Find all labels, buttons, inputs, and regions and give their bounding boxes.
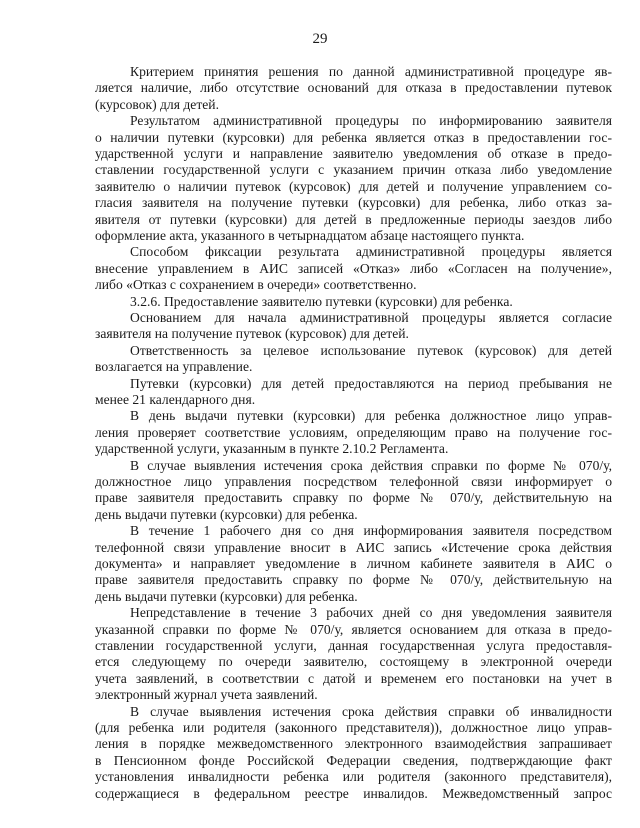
text-line: Путевки (курсовки) для детей предоставляются на период пребывания не bbox=[130, 375, 612, 391]
text-line: В случае выявления истечения срока действия справки по форме № 070/у, bbox=[130, 457, 612, 473]
text-line: день выдачи путевки (курсовки) для ребенка. bbox=[95, 588, 358, 604]
text-line: В день выдачи путевки (курсовки) для ребенка должностное лицо управ- bbox=[130, 408, 612, 424]
section-heading: 3.2.6. Предоставление заявителю путевки (курсовки) для ребенка. bbox=[130, 293, 513, 309]
text-line: явителя от путевки (курсовки) для детей в предложенные периоды заездов либо bbox=[95, 211, 612, 227]
page-number: 29 bbox=[312, 31, 328, 47]
text-line: в Пенсионном фонде Российской Федерации сведения, подтверждающие факт bbox=[95, 752, 612, 768]
text-line: о наличии путевки (курсовки) для ребенка является отказ в предоставлении гос- bbox=[95, 129, 612, 145]
text-line: заявителю о наличии путевок (курсовок) для детей и получение управлением со- bbox=[95, 178, 612, 194]
text-line: (для ребенка или родителя (законного представителя)), должностное лицо управ- bbox=[95, 720, 612, 735]
text-line: должностное лицо управления посредством телефонной связи информирует о bbox=[95, 474, 612, 489]
text-line: праве заявителя предоставить справку по форме № 070/у, действительную на bbox=[95, 490, 612, 506]
text-line: Основанием для начала административной процедуры является согласие bbox=[130, 310, 612, 325]
text-line: содержащиеся в федеральном реестре инвалидов. Межведомственный запрос bbox=[95, 785, 612, 801]
text-line: ления проверяет соответствие условиям, определяющим право на получение гос- bbox=[95, 424, 612, 440]
text-line: ставлении государственной услуги, данная государственная услуга предоставля- bbox=[95, 638, 612, 653]
text-line: Способом фиксации результата административной процедуры является bbox=[130, 244, 612, 260]
text-line: гласия заявителя на получение путевки (курсовки) для ребенка, либо отказ за- bbox=[95, 195, 612, 211]
text-line: Критерием принятия решения по данной административной процедуре яв- bbox=[130, 64, 612, 79]
text-line: ляется наличие, либо отсутствие оснований для отказа в предоставлении путевок bbox=[95, 80, 612, 96]
text-line: внесение управлением в АИС записей «Отказ» либо «Согласен на получение», bbox=[95, 260, 612, 276]
text-line: В течение 1 рабочего дня со дня информирования заявителя посредством bbox=[130, 523, 612, 539]
text-line: оформление акта, указанного в четырнадцатом абзаце настоящего пункта. bbox=[95, 228, 525, 243]
text-line: документа» и направляет уведомление в личном кабинете заявителя в АИС о bbox=[95, 556, 612, 571]
text-line: Непредставление в течение 3 рабочих дней со дня уведомления заявителя bbox=[130, 605, 612, 621]
text-line: ления в порядке межведомственного электронного взаимодействия запрашивает bbox=[95, 736, 612, 752]
text-line: Результатом административной процедуры по информированию заявителя bbox=[130, 113, 612, 129]
text-line: ставлении государственной услуги с указанием причин отказа либо уведомление bbox=[95, 162, 612, 178]
text-line: заявителя на получение путевок (курсовок) для детей. bbox=[95, 326, 409, 342]
text-line: день выдачи путевки (курсовки) для ребенка. bbox=[95, 506, 358, 522]
text-line: (курсовок) для детей. bbox=[95, 96, 219, 112]
text-line: Ответственность за целевое использование путевок (курсовок) для детей bbox=[130, 342, 612, 358]
text-line: праве заявителя предоставить справку по форме № 070/у, действительную на bbox=[95, 572, 612, 588]
text-line: В случае выявления истечения срока действия справки об инвалидности bbox=[130, 703, 612, 719]
text-line: менее 21 календарного дня. bbox=[95, 392, 256, 407]
text-line: либо «Отказ с сохранением в очереди» соответственно. bbox=[95, 277, 417, 293]
text-line: электронный журнал учета заявлений. bbox=[95, 687, 318, 703]
text-line: указанной справки по форме № 070/у, является основанием для отказа в предо- bbox=[95, 621, 612, 637]
text-line: ется следующему по очереди заявителю, состоящему в электронной очереди bbox=[95, 654, 612, 670]
text-line: телефонной связи управление вносит в АИС запись «Истечение срока действия bbox=[95, 539, 612, 555]
text-line: установления инвалидности ребенка или родителя (законного представителя), bbox=[95, 769, 612, 785]
text-line: ударственной услуги, указанным в пункте 2.10.2 Регламента. bbox=[95, 441, 449, 457]
text-line: возлагается на управление. bbox=[95, 359, 253, 375]
text-line: учета заявлений, в соответствии с датой и временем его постановки на учет в bbox=[95, 670, 612, 686]
text-line: ударственной услуги и направление заявителю уведомления об отказе в предо- bbox=[95, 146, 612, 161]
